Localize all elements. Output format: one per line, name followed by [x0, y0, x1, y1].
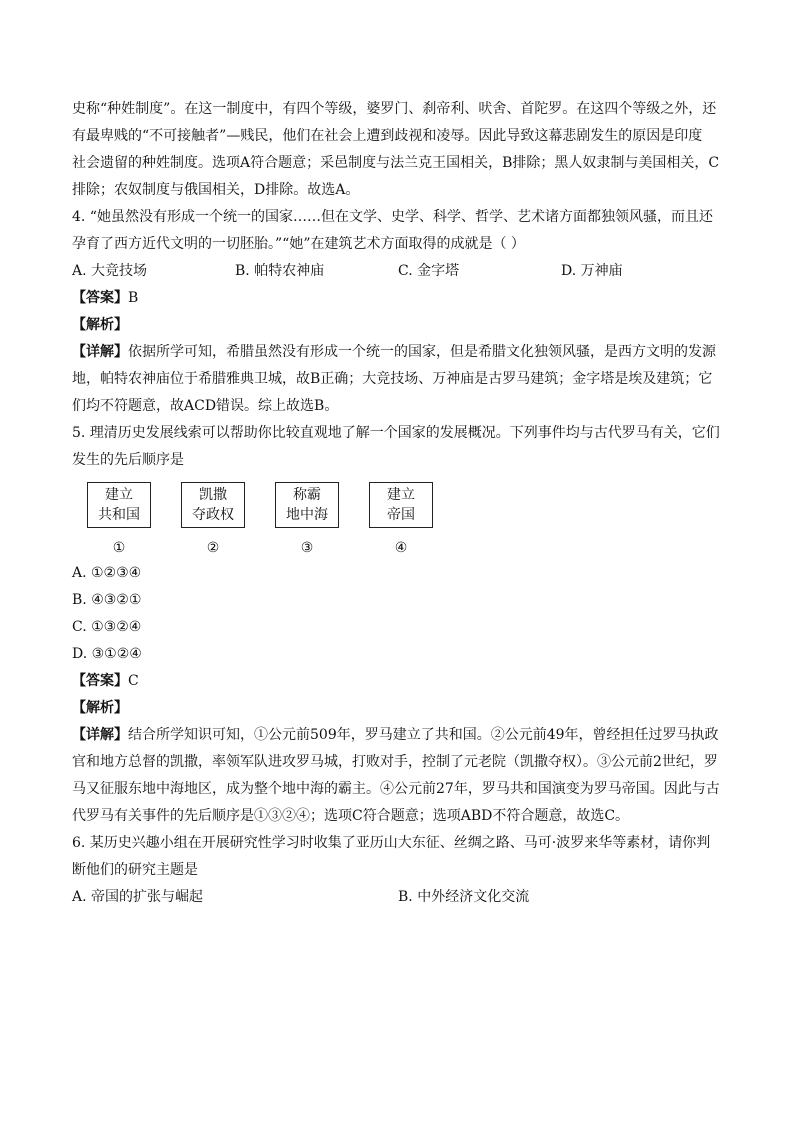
options-row [72, 258, 724, 285]
question-5 [72, 420, 724, 830]
detail-line: 们均不符题意，故ACD错误。综上故选B。 [72, 398, 339, 414]
answer-value: B [128, 290, 139, 306]
analysis-tag: 【解析】 [72, 317, 128, 333]
event-label: 建立 [387, 487, 415, 503]
option-d: D. ③①②④ [72, 646, 142, 662]
option-a: A. ①②③④ [72, 565, 142, 581]
event-box-4 [356, 482, 446, 560]
text-line: 有最卑贱的“不可接触者”—贱民，他们在社会上遭到歧视和凌辱。因此导致这幕悲剧发生的原因是印度 [72, 128, 703, 144]
detail-line [72, 339, 724, 366]
event-label: 帝国 [387, 507, 415, 523]
option-a: A. 大竞技场 [72, 263, 148, 279]
event-label: 地中海 [286, 507, 328, 523]
event-label: 夺政权 [192, 507, 234, 523]
answer-line [72, 285, 724, 312]
question-stem: 孕育了西方近代文明的一切胚胎。”“她”在建筑艺术方面取得的成就是（ ） [72, 236, 525, 252]
question-stem: 4. “她虽然没有形成一个统一的国家……但在文学、史学、科学、哲学、艺术诸方面都独领风骚，而且还 [72, 209, 713, 225]
event-box-frame [87, 482, 151, 528]
option-b: B. 帕特农神庙 [235, 263, 325, 279]
analysis-tag: 【解析】 [72, 700, 128, 716]
option-d: D. 万神庙 [561, 263, 623, 279]
option-c: C. ①③②④ [72, 619, 142, 635]
event-label: 建立 [105, 487, 133, 503]
option-b: B. ④③②① [72, 592, 142, 608]
question-4 [72, 204, 724, 420]
detail-tag: 【详解】 [72, 727, 128, 743]
answer-tag: 【答案】 [72, 673, 128, 689]
question-6 [72, 830, 724, 911]
answer-tag: 【答案】 [72, 290, 128, 306]
detail-line [72, 722, 724, 749]
event-label: 共和国 [98, 507, 140, 523]
detail-line: 马又征服东地中海地区，成为整个地中海的霸主。④公元前27年，罗马共和国演变为罗马帝国。因此与古 [72, 781, 720, 797]
text-line: 社会遗留的种姓制度。选项A符合题意；采邑制度与法兰克王国相关，B排除；黑人奴隶制与美国相关，C [72, 155, 720, 171]
detail-line: 官和地方总督的凯撒，率领军队进攻罗马城，打败对手，控制了元老院（凯撒夺权）。③公元前2世纪，罗 [72, 754, 718, 770]
option-c: C. 金字塔 [398, 263, 460, 279]
event-number: ③ [300, 540, 314, 556]
event-number: ① [112, 540, 126, 556]
detail-line: 地，帕特农神庙位于希腊雅典卫城，故B正确；大竞技场、万神庙是古罗马建筑；金字塔是埃及建筑；它 [72, 371, 713, 387]
text-line: 史称“种姓制度”。在这一制度中，有四个等级，婆罗门、刹帝利、吠舍、首陀罗。在这四个等级之外，还 [72, 101, 717, 117]
question-stem: 6. 某历史兴趣小组在开展研究性学习时收集了亚历山大东征、丝绸之路、马可·波罗来华等素材，请你判 [72, 835, 711, 851]
event-label: 凯撒 [199, 487, 227, 503]
event-number: ④ [394, 540, 408, 556]
event-boxes [74, 482, 724, 560]
question-stem: 发生的先后顺序是 [72, 452, 184, 468]
question-stem: 断他们的研究主题是 [72, 862, 198, 878]
text-line: 排除；农奴制度与俄国相关，D排除。故选A。 [72, 182, 360, 198]
question-stem: 5. 理清历史发展线索可以帮助你比较直观地了解一个国家的发展概况。下列事件均与古代罗马有关，它们 [72, 425, 720, 441]
answer-value: C [128, 673, 139, 689]
previous-answer-explanation [72, 96, 724, 204]
event-box-1 [74, 482, 164, 560]
event-box-frame [275, 482, 339, 528]
detail-text: 结合所学知识可知，①公元前509年，罗马建立了共和国。②公元前49年，曾经担任过罗马执政 [128, 727, 719, 743]
options-row [72, 884, 724, 911]
event-box-frame [181, 482, 245, 528]
detail-text: 依据所学可知，希腊虽然没有形成一个统一的国家，但是希腊文化独领风骚，是西方文明的发源 [128, 344, 716, 360]
event-number: ② [206, 540, 220, 556]
option-b: B. 中外经济文化交流 [398, 889, 530, 905]
event-label: 称霸 [293, 487, 321, 503]
answer-line [72, 668, 724, 695]
event-box-3 [262, 482, 352, 560]
event-box-2 [168, 482, 258, 560]
detail-line: 代罗马有关事件的先后顺序是①③②④；选项C符合题意；选项ABD不符合题意，故选C。 [72, 808, 630, 824]
detail-tag: 【详解】 [72, 344, 128, 360]
event-box-frame [369, 482, 433, 528]
option-a: A. 帝国的扩张与崛起 [72, 889, 204, 905]
document-page [72, 96, 724, 911]
